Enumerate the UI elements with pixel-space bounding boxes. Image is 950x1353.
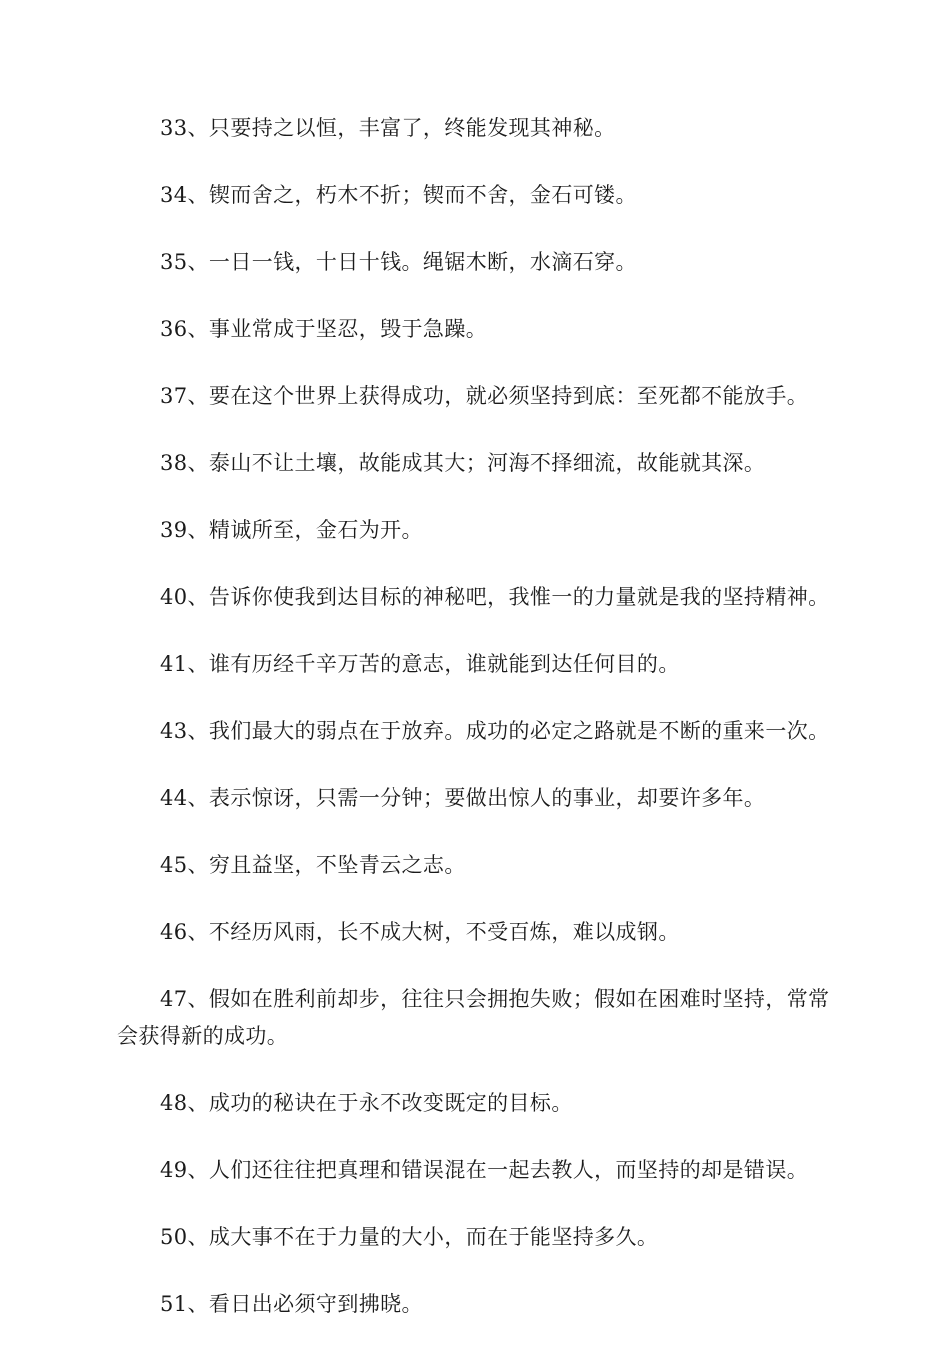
quote-item: 35、一日一钱，十日十钱。绳锯木断，水滴石穿。 bbox=[160, 250, 637, 274]
quote-item: 38、泰山不让土壤，故能成其大；河海不择细流，故能就其深。 bbox=[160, 451, 766, 475]
quote-item: 51、看日出必须守到拂晓。 bbox=[160, 1292, 423, 1316]
quote-item: 48、成功的秘诀在于永不改变既定的目标。 bbox=[160, 1091, 573, 1115]
quote-item: 46、不经历风雨，长不成大树，不受百炼，难以成钢。 bbox=[160, 920, 680, 944]
quote-item: 36、事业常成于坚忍，毁于急躁。 bbox=[160, 317, 488, 341]
quote-item: 33、只要持之以恒，丰富了，终能发现其神秘。 bbox=[160, 116, 616, 140]
quote-item: 49、人们还往往把真理和错误混在一起去教人，而坚持的却是错误。 bbox=[160, 1158, 809, 1182]
quote-item: 37、要在这个世界上获得成功，就必须坚持到底：至死都不能放手。 bbox=[160, 384, 809, 408]
quote-item: 39、精诚所至，金石为开。 bbox=[160, 518, 423, 542]
quote-list bbox=[117, 110, 835, 1353]
quote-item: 44、表示惊讶，只需一分钟；要做出惊人的事业，却要许多年。 bbox=[160, 786, 766, 810]
quote-item: 50、成大事不在于力量的大小，而在于能坚持多久。 bbox=[160, 1225, 659, 1249]
quote-item: 41、谁有历经千辛万苦的意志，谁就能到达任何目的。 bbox=[160, 652, 680, 676]
quote-item: 40、告诉你使我到达目标的神秘吧，我惟一的力量就是我的坚持精神。 bbox=[160, 585, 830, 609]
quote-item: 45、穷且益坚，不坠青云之志。 bbox=[160, 853, 466, 877]
quote-item: 34、锲而舍之，朽木不折；锲而不舍，金石可镂。 bbox=[160, 183, 637, 207]
quote-item: 47、假如在胜利前却步，往往只会拥抱失败；假如在困难时坚持，常常会获得新的成功。 bbox=[117, 987, 830, 1048]
quote-item: 43、我们最大的弱点在于放弃。成功的必定之路就是不断的重来一次。 bbox=[160, 719, 830, 743]
